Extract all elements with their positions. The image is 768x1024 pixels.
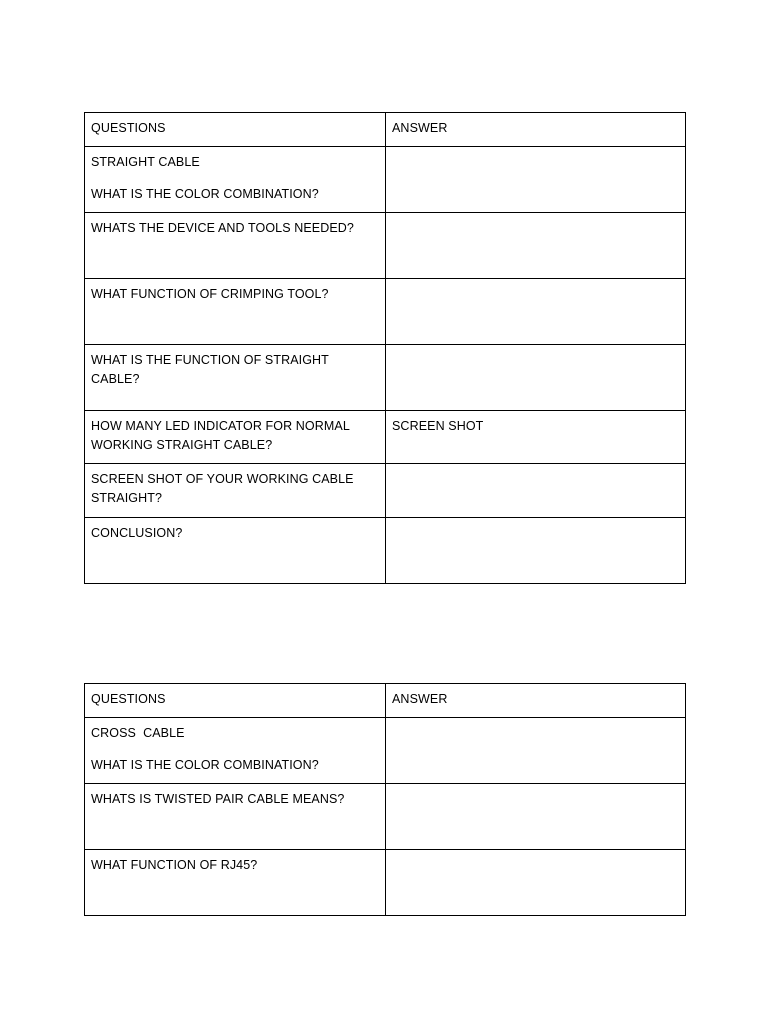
question-text-line1: HOW MANY LED INDICATOR FOR NORMAL <box>91 419 350 433</box>
table-row <box>85 279 686 345</box>
questions-header-cell: QUESTIONS <box>85 113 386 147</box>
question-text-line2: WORKING STRAIGHT CABLE? <box>91 438 273 452</box>
table-row <box>85 213 686 279</box>
table-row <box>85 411 686 464</box>
cross-cable-questions-table <box>84 683 686 916</box>
straight-cable-questions-table <box>84 112 686 584</box>
table-row <box>85 464 686 518</box>
answer-cell[interactable] <box>386 147 686 213</box>
question-cell: CONCLUSION? <box>85 518 386 584</box>
answer-cell[interactable]: SCREEN SHOT <box>386 411 686 464</box>
table-row <box>85 518 686 584</box>
table-row <box>85 345 686 411</box>
answer-cell[interactable] <box>386 464 686 518</box>
question-text: WHAT IS THE COLOR COMBINATION? <box>91 187 319 201</box>
question-cell: WHAT IS THE FUNCTION OF STRAIGHT CABLE? <box>85 345 386 411</box>
question-text-line2: STRAIGHT? <box>91 491 163 505</box>
answer-cell[interactable] <box>386 718 686 784</box>
question-cell <box>85 411 386 464</box>
answer-header-cell: ANSWER <box>386 113 686 147</box>
question-title: CROSS CABLE <box>91 726 185 740</box>
question-cell <box>85 464 386 518</box>
table-header-row <box>85 684 686 718</box>
question-text-line1: SCREEN SHOT OF YOUR WORKING CABLE <box>91 472 354 486</box>
question-cell: WHATS THE DEVICE AND TOOLS NEEDED? <box>85 213 386 279</box>
table-row <box>85 147 686 213</box>
question-cell <box>85 718 386 784</box>
questions-header-cell: QUESTIONS <box>85 684 386 718</box>
answer-cell[interactable] <box>386 518 686 584</box>
table-row <box>85 850 686 916</box>
answer-cell[interactable] <box>386 213 686 279</box>
question-text: WHAT IS THE COLOR COMBINATION? <box>91 758 319 772</box>
question-cell: WHAT FUNCTION OF RJ45? <box>85 850 386 916</box>
question-cell: WHATS IS TWISTED PAIR CABLE MEANS? <box>85 784 386 850</box>
question-title: STRAIGHT CABLE <box>91 155 200 169</box>
answer-cell[interactable] <box>386 345 686 411</box>
table-row <box>85 718 686 784</box>
answer-cell[interactable] <box>386 279 686 345</box>
table-row <box>85 784 686 850</box>
question-cell <box>85 147 386 213</box>
question-cell: WHAT FUNCTION OF CRIMPING TOOL? <box>85 279 386 345</box>
answer-cell[interactable] <box>386 850 686 916</box>
answer-header-cell: ANSWER <box>386 684 686 718</box>
answer-cell[interactable] <box>386 784 686 850</box>
table-header-row <box>85 113 686 147</box>
